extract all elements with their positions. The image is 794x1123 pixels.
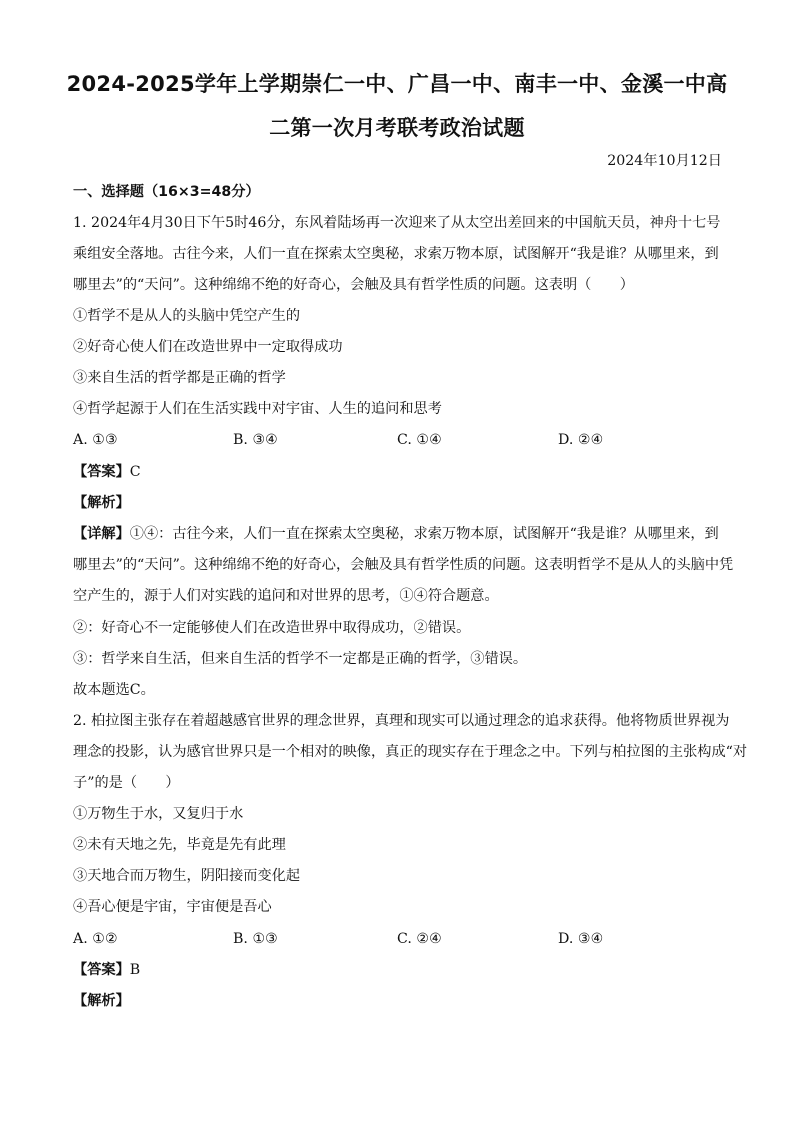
q1-option-c: C. ①④ (397, 432, 442, 448)
answer-tag: 【答案】 (73, 962, 130, 978)
q2-option-a: A. ①② (73, 931, 118, 947)
q1-statement: ④哲学起源于人们在生活实践中对宇宙、人生的追问和思考 (73, 401, 442, 417)
q1-statement: ③来自生活的哲学都是正确的哲学 (73, 370, 286, 386)
detail-text: ①④：古往今来，人们一直在探索太空奥秘，求索万物本原，试图解开“我是谁？从哪里来，到 (129, 526, 719, 542)
exam-title-line1: 2024-2025学年上学期崇仁一中、广昌一中、南丰一中、金溪一中高 (66, 72, 728, 96)
q1-stem-line: 哪里去”的“天问”。这种绵绵不绝的好奇心，会触及具有哲学性质的问题。这表明（ ） (73, 277, 634, 293)
q1-option-a: A. ①③ (73, 432, 118, 448)
exam-title-line2: 二第一次月考联考政治试题 (269, 116, 525, 140)
q1-detail-line: ③：哲学来自生活，但来自生活的哲学不一定都是正确的哲学，③错误。 (73, 651, 528, 667)
analysis-tag: 【解析】 (73, 495, 130, 511)
q2-statement: ①万物生于水，又复归于水 (73, 806, 244, 822)
q1-analysis-tag (73, 493, 130, 513)
q1-answer (73, 462, 141, 482)
q2-answer (73, 960, 140, 980)
q1-statement: ①哲学不是从人的头脑中凭空产生的 (73, 308, 301, 324)
q2-stem-line: 2. 柏拉图主张存在着超越感官世界的理念世界，真理和现实可以通过理念的追求获得。他将物质世界视为 (73, 713, 730, 729)
q1-option-b: B. ③④ (233, 432, 278, 448)
q1-detail-line: 哪里去”的“天问”。这种绵绵不绝的好奇心，会触及具有哲学性质的问题。这表明哲学不是从人的头脑中凭 (73, 557, 734, 573)
q1-stem-line: 1. 2024年4月30日下午5时46分，东风着陆场再一次迎来了从太空出差回来的中国航天员，神舟十七号 (73, 215, 721, 231)
analysis-tag: 【解析】 (73, 993, 130, 1009)
q1-stem-line: 乘组安全落地。古往今来，人们一直在探索太空奥秘，求索万物本原，试图解开“我是谁？从哪里来，到 (73, 246, 719, 262)
q1-statement: ②好奇心使人们在改造世界中一定取得成功 (73, 339, 343, 355)
q2-statement: ②未有天地之先，毕竟是先有此理 (73, 837, 286, 853)
q2-statement: ③天地合而万物生，阴阳接而变化起 (73, 868, 301, 884)
detail-tag: 【详解】 (73, 526, 130, 542)
answer-value: B (129, 962, 141, 978)
q2-analysis-tag (73, 991, 130, 1011)
q1-detail-line: 空产生的，源于人们对实践的追问和对世界的思考，①④符合题意。 (73, 588, 499, 604)
q1-option-d: D. ②④ (558, 432, 604, 448)
exam-date: 2024年10月12日 (607, 153, 722, 169)
q2-option-c: C. ②④ (397, 931, 442, 947)
section-heading: 一、选择题（16×3=48分） (73, 184, 260, 200)
q1-detail-line (73, 524, 719, 544)
q2-option-b: B. ①③ (233, 931, 278, 947)
q2-stem-line: 理念的投影，认为感官世界只是一个相对的映像，真正的现实存在于理念之中。下列与柏拉图的主张构成“对 (73, 744, 748, 760)
q1-detail-line: 故本题选C。 (73, 682, 155, 698)
answer-tag: 【答案】 (73, 464, 130, 480)
q2-option-d: D. ③④ (558, 931, 604, 947)
q1-detail-line: ②：好奇心不一定能够使人们在改造世界中取得成功，②错误。 (73, 620, 471, 636)
q2-stem-line: 子”的是（ ） (73, 775, 180, 791)
q2-statement: ④吾心便是宇宙，宇宙便是吾心 (73, 899, 272, 915)
answer-value: C (129, 464, 141, 480)
